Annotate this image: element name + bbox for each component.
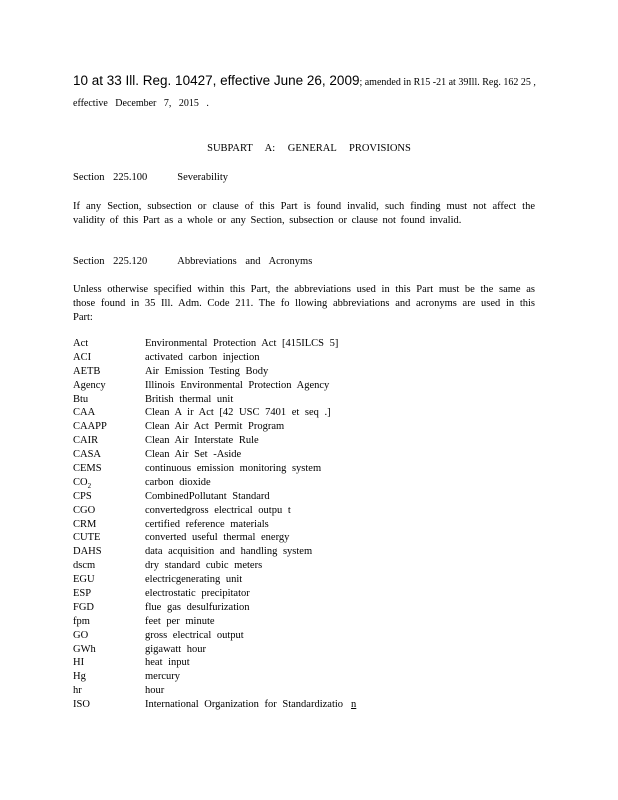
abbreviation-definition [145,365,268,379]
abbreviation-definition-text: hour [145,685,165,697]
abbreviation-term-text: CUTE [73,532,101,544]
abbreviation-row [73,448,543,462]
abbreviation-definition-text: electrostatic precipitator [145,588,250,600]
abbreviation-term-text: hr [73,685,82,697]
section-number: Section 225.120 [73,256,148,267]
abbreviation-term [73,351,145,365]
abbreviation-definition-text: mercury [145,671,180,683]
abbreviation-term [73,379,145,393]
abbreviation-term [73,545,145,559]
abbreviation-row [73,476,543,490]
section-225-120-body: Unless otherwise specified within this Part, the abbreviations used in this Part must be the same as those found in 35 Ill. Adm. Code 211. The fo llowing abbreviations and acronyms are used in this Part: [73,284,535,323]
abbreviation-definition [145,337,338,351]
abbreviation-term-text: CAIR [73,435,99,447]
abbreviation-definition [145,434,259,448]
abbreviation-term-text: CPS [73,490,92,502]
abbreviation-definition [145,504,291,518]
abbreviation-definition [145,490,270,504]
abbreviation-row [73,393,543,407]
abbreviation-definition-tail: n [351,699,357,711]
abbreviation-definition-text: CombinedPollutant Standard [145,490,270,502]
abbreviation-row [73,434,543,448]
abbreviation-term-text: HI [73,657,85,669]
abbreviation-definition [145,615,215,629]
abbreviation-definition-text: convertedgross electrical outpu t [145,504,291,516]
abbreviation-row [73,601,543,615]
abbreviation-definition-text: International Organization for Standardizatio [145,699,344,711]
abbreviation-definition [145,476,211,490]
abbreviation-term [73,615,145,629]
abbreviation-row [73,531,543,545]
abbreviation-term [73,518,145,532]
abbreviation-definition-text: feet per minute [145,615,215,627]
abbreviation-term [73,365,145,379]
abbreviation-definition [145,573,242,587]
abbreviation-row [73,365,543,379]
abbreviation-term-text: CAAPP [73,421,107,433]
abbreviation-term-text: Act [73,338,89,349]
abbreviation-row [73,504,543,518]
abbreviation-definition [145,448,241,462]
abbreviation-row [73,337,543,351]
abbreviation-definition [145,379,329,393]
abbreviation-definition-text: Clean A ir Act [42 USC 7401 et seq .] [145,407,331,419]
abbreviation-term-text: Hg [73,671,86,683]
abbreviation-term [73,684,145,698]
abbreviation-row [73,406,543,420]
section-number: Section 225.100 [73,172,148,183]
abbreviation-definition-text: Illinois Environmental Protection Agency [145,379,330,391]
abbreviation-definition-text: gigawatt hour [145,643,207,655]
abbreviation-row [73,420,543,434]
abbreviation-term-text: DAHS [73,546,102,558]
abbreviation-row [73,573,543,587]
abbreviation-list [73,337,543,712]
abbreviation-term-text: GWh [73,643,96,655]
abbreviation-term-text: fpm [73,615,90,627]
abbreviation-definition-text: gross electrical output [145,629,244,641]
abbreviation-term-text: FGD [73,601,95,613]
abbreviation-term-text: CAA [73,407,96,419]
abbreviation-row [73,670,543,684]
abbreviation-definition-text: certified reference materials [145,518,269,530]
abbreviation-term [73,601,145,615]
subpart-heading: SUBPART A: GENERAL PROVISIONS [207,143,411,154]
abbreviation-term-text: ESP [73,588,92,600]
abbreviation-term [73,490,145,504]
abbreviation-definition [145,601,250,615]
section-title: Severability [177,172,228,183]
abbreviation-term [73,670,145,684]
abbreviation-term-text: Btu [73,393,89,405]
abbreviation-term-text: CRM [73,518,97,530]
history-main-text: 10 at 33 Ill. Reg. 10427, effective June 26, 2009 [73,73,360,88]
section-225-100-body: If any Section, subsection or clause of this Part is found invalid, such finding must not affect the validity of this Part as a whole or any Section, subsection or clause not found invalid. [73,201,535,226]
history-line-2: effective December 7, 2015 . [73,98,209,109]
abbreviation-definition-text: carbon dioxide [145,476,211,488]
abbreviation-definition-text: Clean Air Interstate Rule [145,435,259,447]
abbreviation-definition [145,559,262,573]
abbreviation-term [73,587,145,601]
abbreviation-definition [145,587,250,601]
history-note [73,74,543,109]
abbreviation-term [73,462,145,476]
abbreviation-definition-text: dry standard cubic meters [145,560,263,572]
abbreviation-term-text: ISO [73,699,90,711]
abbreviation-term-text: EGU [73,574,95,586]
abbreviation-term [73,559,145,573]
abbreviation-row [73,490,543,504]
history-amended-text: ; amended in R15 -21 at 39Ill. Reg. 162 25 , [359,77,536,88]
abbreviation-subscript: 2 [87,482,92,490]
abbreviation-definition-text: heat input [145,657,190,669]
abbreviation-definition [145,684,164,698]
abbreviation-term [73,531,145,545]
history-line-1 [73,74,543,90]
abbreviation-row [73,518,543,532]
abbreviation-row [73,587,543,601]
abbreviation-definition [145,656,190,670]
abbreviation-term-text: CO [73,476,88,488]
abbreviation-term [73,448,145,462]
abbreviation-definition [145,420,284,434]
section-title: Abbreviations and Acronyms [177,256,313,267]
abbreviation-term-text: GO [73,629,89,641]
abbreviation-row [73,379,543,393]
abbreviation-term-text: dscm [73,560,96,572]
abbreviation-definition-text: Air Emission Testing Body [145,365,269,377]
abbreviation-term [73,698,145,712]
abbreviation-row [73,656,543,670]
abbreviation-definition-text: activated carbon injection [145,351,260,363]
abbreviation-term [73,656,145,670]
abbreviation-term [73,573,145,587]
abbreviation-row [73,643,543,657]
abbreviation-definition-text: Environmental Protection Act [415ILCS 5] [145,338,339,349]
abbreviation-term-text: CEMS [73,463,102,475]
abbreviation-definition [145,643,206,657]
abbreviation-row [73,559,543,573]
abbreviation-row [73,615,543,629]
abbreviation-definition [145,545,312,559]
abbreviation-definition [145,406,331,420]
abbreviation-row [73,684,543,698]
abbreviation-term [73,434,145,448]
abbreviation-definition-text: flue gas desulfurization [145,601,250,613]
abbreviation-definition [145,518,269,532]
abbreviation-row [73,351,543,365]
abbreviation-row [73,462,543,476]
abbreviation-definition-text: data acquisition and handling system [145,546,313,558]
abbreviation-term-text: Agency [73,379,106,391]
abbreviation-term [73,406,145,420]
abbreviation-term [73,629,145,643]
abbreviation-definition [145,698,356,712]
abbreviation-definition-text: continuous emission monitoring system [145,463,322,475]
abbreviation-definition [145,351,259,365]
abbreviation-term [73,504,145,518]
abbreviation-term-text: ACI [73,351,92,363]
abbreviation-term [73,393,145,407]
abbreviation-definition [145,670,180,684]
abbreviation-term [73,420,145,434]
section-225-100-heading [73,172,228,183]
abbreviation-definition [145,531,289,545]
abbreviation-definition-text: electricgenerating unit [145,574,243,586]
abbreviation-row [73,629,543,643]
abbreviation-term [73,337,145,351]
abbreviation-row [73,545,543,559]
abbreviation-definition [145,462,321,476]
abbreviation-definition [145,629,244,643]
abbreviation-definition-text: Clean Air Act Permit Program [145,421,285,433]
abbreviation-term-text: CGO [73,504,96,516]
abbreviation-definition-text: Clean Air Set -Aside [145,449,242,461]
section-225-120-heading [73,256,312,267]
abbreviation-term-text: CASA [73,449,102,461]
abbreviation-definition-text: British thermal unit [145,393,234,405]
abbreviation-definition-text: converted useful thermal energy [145,532,290,544]
abbreviation-row [73,698,543,712]
abbreviation-term-text: AETB [73,365,101,377]
abbreviation-term [73,643,145,657]
abbreviation-definition [145,393,233,407]
